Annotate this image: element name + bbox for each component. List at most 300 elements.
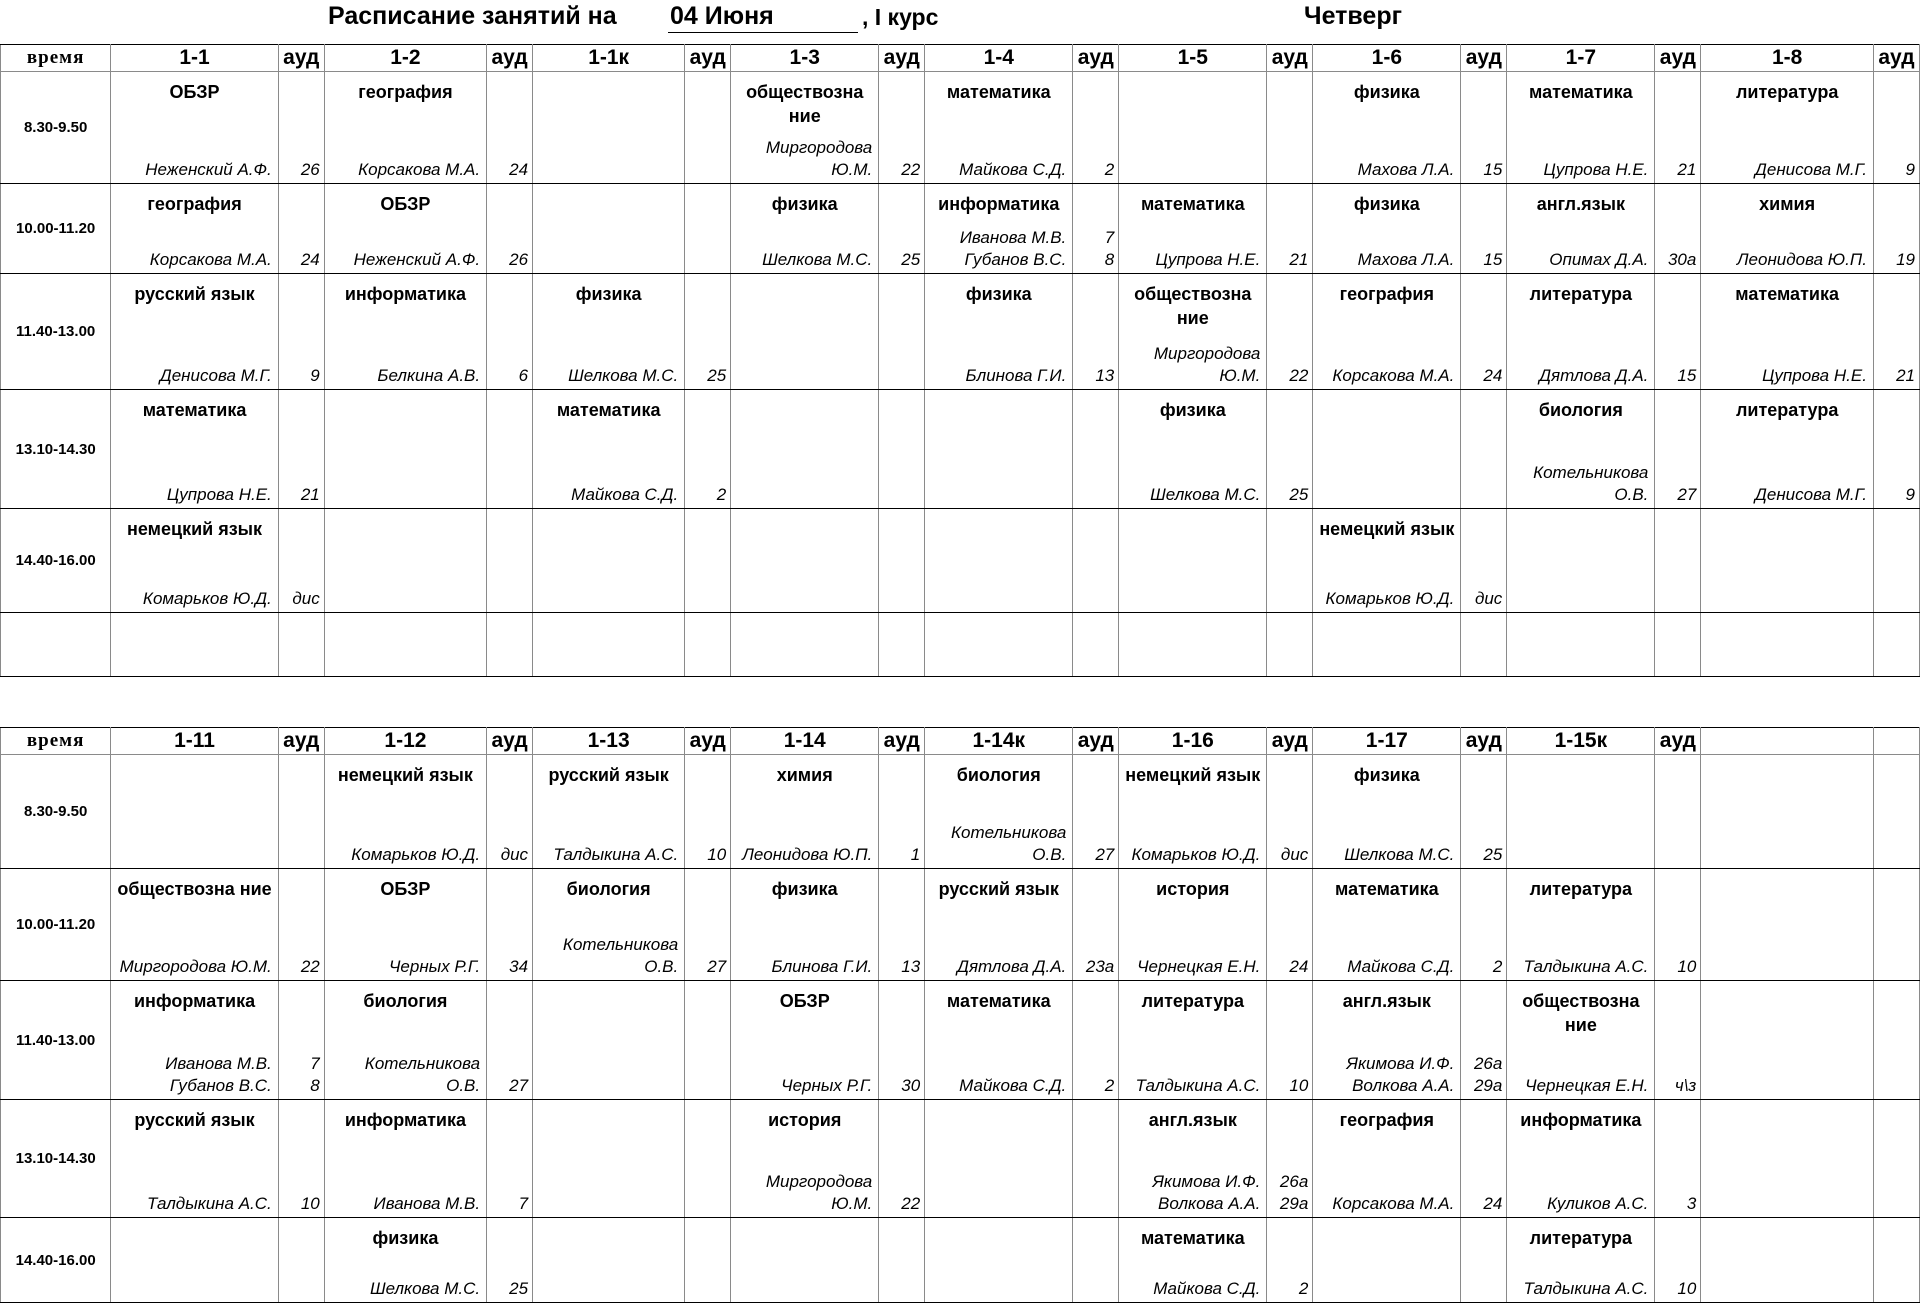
room-number: 10 (707, 845, 727, 864)
lesson-subject: литература (1735, 82, 1839, 102)
room-column-header: ауд (278, 45, 324, 72)
lesson (1119, 274, 1266, 389)
room (879, 755, 924, 868)
lesson-subject: русский язык (548, 765, 669, 785)
lesson-cell (111, 1100, 278, 1218)
lesson (925, 509, 1072, 612)
lesson-subject: математика (1140, 1228, 1245, 1248)
lesson-cell (1119, 869, 1267, 981)
room-cell (1267, 390, 1313, 509)
room-number: 21 (1896, 366, 1915, 385)
room (487, 869, 532, 980)
lesson-cell (324, 1218, 486, 1303)
room-column-header: ауд (487, 45, 533, 72)
room-cell (487, 72, 533, 184)
room (1874, 981, 1919, 1099)
lesson-teacher: Опимах Д.А. (1549, 250, 1649, 269)
lesson-teacher: Шелкова М.С. (369, 1279, 481, 1298)
room-cell (1461, 274, 1507, 390)
room-cell (487, 613, 533, 677)
room (487, 274, 532, 389)
lesson (1119, 981, 1266, 1099)
group-column-header: 1-5 (1119, 45, 1267, 72)
room-column-header: ауд (1873, 45, 1919, 72)
room-number: 25 (901, 250, 921, 269)
room-cell (879, 509, 925, 613)
room (1073, 390, 1118, 508)
lesson (1119, 509, 1266, 612)
room-cell (1461, 869, 1507, 981)
lesson (1507, 1218, 1654, 1302)
lesson-teacher: Корсакова М.А. (1332, 1194, 1455, 1213)
room-cell (685, 755, 731, 869)
lesson (925, 274, 1072, 389)
room-column-header: ауд (685, 728, 731, 755)
lesson-teacher: Котельникова О.В. (950, 823, 1067, 864)
room-cell (685, 390, 731, 509)
room-cell (1655, 869, 1701, 981)
lesson-cell (1507, 274, 1655, 390)
room-number: 10 (1289, 1076, 1309, 1095)
lesson-teacher: Денисова М.Г. (1754, 485, 1867, 504)
lesson (1507, 869, 1654, 980)
lesson-teacher: Талдыкина А.С. (1523, 1279, 1649, 1298)
lesson-cell (1507, 869, 1655, 981)
room-cell (1461, 981, 1507, 1100)
room-number: 24 (509, 160, 529, 179)
room (685, 390, 730, 508)
lesson (1701, 72, 1873, 183)
lesson-cell (111, 869, 278, 981)
period-time: 11.40-13.00 (1, 981, 111, 1100)
room-number: 10 (1677, 957, 1697, 976)
lesson-teacher: Леонидова Ю.П. (742, 845, 873, 864)
lesson-teacher: Миргородова Ю.М. (119, 957, 272, 976)
lesson-subject: информатика (1520, 1110, 1642, 1130)
lesson-subject: география (1339, 1110, 1434, 1130)
room-cell (879, 613, 925, 677)
lesson (325, 274, 486, 389)
group-column-header: 1-12 (324, 728, 486, 755)
room-cell (1873, 1100, 1919, 1218)
lesson-teacher: Талдыкина А.С. (1523, 957, 1649, 976)
room-cell (1073, 509, 1119, 613)
lesson-teacher: Денисова М.Г. (159, 366, 272, 385)
lesson-subject: обществозна ние (1522, 991, 1640, 1035)
lesson-subject: ОБЗР (779, 991, 830, 1011)
room (1874, 509, 1919, 612)
lesson (325, 1218, 486, 1302)
room (1267, 981, 1312, 1099)
lesson (925, 613, 1072, 676)
room (1073, 184, 1118, 273)
room-number: 3 (1686, 1194, 1697, 1213)
room-number: 13 (1095, 366, 1115, 385)
lesson-teacher: Якимова И.Ф. Волкова А.А. (1152, 1172, 1261, 1213)
room-number: дис (292, 589, 320, 608)
lesson-teacher: Миргородова Ю.М. (765, 1172, 873, 1213)
room (279, 1100, 324, 1217)
lesson-subject: информатика (344, 1110, 467, 1130)
room-cell (278, 184, 324, 274)
lesson-cell (731, 613, 879, 677)
lesson (1313, 509, 1460, 612)
room (1461, 869, 1506, 980)
lesson-subject: литература (1735, 400, 1839, 420)
lesson-cell (925, 184, 1073, 274)
period-row (1, 509, 1920, 613)
lesson-cell (925, 1218, 1073, 1303)
lesson-subject: математика (1735, 284, 1839, 304)
period-time (1, 613, 111, 677)
room-number: 13 (901, 957, 921, 976)
lesson-cell (925, 869, 1073, 981)
room-number: 10 (1677, 1279, 1697, 1298)
room-cell (1267, 72, 1313, 184)
lesson-cell (111, 184, 278, 274)
room (1655, 274, 1700, 389)
lesson-cell (1313, 72, 1461, 184)
room-cell (879, 755, 925, 869)
group-column-header: 1-1 (111, 45, 278, 72)
lesson-teacher: Майкова С.Д. (571, 485, 679, 504)
room (1073, 1100, 1118, 1217)
room (685, 755, 730, 868)
lesson (731, 755, 878, 868)
lesson-cell (111, 509, 278, 613)
lesson (1313, 390, 1460, 508)
lesson-cell (731, 869, 879, 981)
room-number: 26а 29а (1473, 1054, 1503, 1095)
lesson-cell (1313, 755, 1461, 869)
lesson-cell (111, 613, 278, 677)
lesson (533, 755, 684, 868)
lesson (1507, 274, 1654, 389)
lesson-cell (324, 390, 486, 509)
lesson (533, 509, 684, 612)
lesson-teacher: Котельникова О.В. (562, 935, 679, 976)
lesson-teacher: Цупрова Н.Е. (166, 485, 272, 504)
room-cell (1073, 869, 1119, 981)
lesson-cell (925, 755, 1073, 869)
room-cell (278, 390, 324, 509)
room-column-header: ауд (1655, 45, 1701, 72)
lesson-teacher: Иванова М.В. Губанов В.С. (959, 228, 1067, 269)
room (1655, 184, 1700, 273)
lesson-subject: физика (1159, 400, 1226, 420)
lesson-cell (324, 1100, 486, 1218)
room (1655, 1100, 1700, 1217)
lesson-subject: география (358, 82, 453, 102)
lesson (1701, 184, 1873, 273)
lesson-cell (1313, 869, 1461, 981)
room-cell (685, 509, 731, 613)
lesson (533, 1218, 684, 1302)
lesson-cell (1507, 184, 1655, 274)
room (279, 274, 324, 389)
room (685, 72, 730, 183)
room-number: 9 (1905, 160, 1915, 179)
group-column-header: 1-17 (1313, 728, 1461, 755)
lesson (111, 613, 277, 676)
room-cell (487, 390, 533, 509)
period-time: 8.30-9.50 (1, 72, 111, 184)
lesson (111, 981, 277, 1099)
lesson-cell (324, 869, 486, 981)
room (685, 613, 730, 676)
lesson-subject: биология (363, 991, 448, 1011)
room-cell (1073, 1100, 1119, 1218)
period-time: 10.00-11.20 (1, 184, 111, 274)
lesson-subject: литература (1529, 879, 1633, 899)
lesson-cell (731, 509, 879, 613)
lesson (731, 72, 878, 183)
room-number: 21 (300, 485, 320, 504)
lesson-cell (1313, 390, 1461, 509)
lesson (925, 390, 1072, 508)
lesson-subject: физика (372, 1228, 439, 1248)
period-row (1, 755, 1920, 869)
lesson (1507, 981, 1654, 1099)
lesson-subject: литература (1141, 991, 1244, 1011)
lesson-subject: литература (1529, 1228, 1633, 1248)
lesson-subject: математика (946, 82, 1051, 102)
room-cell (879, 390, 925, 509)
room-number: 25 (509, 1279, 529, 1298)
room (879, 390, 924, 508)
lesson-teacher: Куликов А.С. (1547, 1194, 1649, 1213)
lesson-subject: история (768, 1110, 842, 1130)
lesson-teacher: Белкина А.В. (377, 366, 481, 385)
lesson (731, 981, 878, 1099)
room-column-header: ауд (1073, 728, 1119, 755)
room-cell (1073, 1218, 1119, 1303)
room-cell (1461, 755, 1507, 869)
group-column-header: 1-1к (533, 45, 685, 72)
lesson-cell (533, 274, 685, 390)
lesson-cell (1119, 613, 1267, 677)
lesson (1119, 755, 1266, 868)
room (487, 981, 532, 1099)
lesson-subject: немецкий язык (1319, 519, 1455, 539)
lesson-subject: информатика (344, 284, 467, 304)
room-number: 27 (707, 957, 727, 976)
schedule-weekday: Четверг (1304, 2, 1403, 30)
time-column-header: время (1, 45, 111, 72)
lesson-teacher: Талдыкина А.С. (146, 1194, 272, 1213)
lesson (731, 613, 878, 676)
room (1874, 1218, 1919, 1302)
lesson-subject: биология (566, 879, 651, 899)
lesson-teacher: Миргородова Ю.М. (765, 138, 873, 179)
room-cell (1655, 390, 1701, 509)
schedule-table-bottom (0, 727, 1920, 1303)
lesson (533, 390, 684, 508)
room-column-header: ауд (1267, 728, 1313, 755)
room (685, 1100, 730, 1217)
room-cell (1655, 981, 1701, 1100)
room-number: 24 (1483, 366, 1503, 385)
lesson-cell (533, 613, 685, 677)
period-row (1, 390, 1920, 509)
lesson-cell (731, 1218, 879, 1303)
lesson-teacher: Корсакова М.А. (1332, 366, 1455, 385)
room-cell (278, 1218, 324, 1303)
room (1267, 1218, 1312, 1302)
room-cell (879, 869, 925, 981)
room-cell (1873, 981, 1919, 1100)
lesson (731, 1218, 878, 1302)
schedule-course: , I курс (862, 4, 939, 30)
lesson-cell (324, 72, 486, 184)
lesson (1119, 1100, 1266, 1217)
room (279, 613, 324, 676)
period-time: 10.00-11.20 (1, 869, 111, 981)
room-cell (487, 509, 533, 613)
lesson-cell (1313, 981, 1461, 1100)
room-number: 34 (509, 957, 529, 976)
lesson-cell (324, 184, 486, 274)
lesson-teacher: Цупрова Н.Е. (1762, 366, 1867, 385)
lesson-subject: математика (1334, 879, 1439, 899)
lesson-cell (925, 274, 1073, 390)
lesson-cell (111, 981, 278, 1100)
lesson-cell (1701, 613, 1874, 677)
room (1073, 274, 1118, 389)
room-column-header: ауд (1073, 45, 1119, 72)
lesson-teacher: Комарьков Ю.Д. (1325, 589, 1455, 608)
lesson-teacher: Шелкова М.С. (1150, 485, 1261, 504)
room (685, 869, 730, 980)
lesson (533, 981, 684, 1099)
room (279, 390, 324, 508)
lesson-cell (533, 981, 685, 1100)
lesson-subject: англ.язык (1342, 991, 1431, 1011)
lesson (1701, 509, 1873, 612)
room (279, 509, 324, 612)
lesson (1507, 509, 1654, 612)
room (685, 981, 730, 1099)
lesson-subject: математика (142, 400, 247, 420)
lesson (1507, 1100, 1654, 1217)
room-cell (1267, 613, 1313, 677)
period-time: 14.40-16.00 (1, 1218, 111, 1303)
room (1461, 981, 1506, 1099)
room-column-header: ауд (1267, 45, 1313, 72)
lesson-teacher: Якимова И.Ф. Волкова А.А. (1346, 1054, 1455, 1095)
lesson-cell (1507, 72, 1655, 184)
room-cell (278, 1100, 324, 1218)
schedule-header (0, 0, 1920, 44)
room-number: 26 (300, 160, 320, 179)
lesson-cell (1119, 755, 1267, 869)
lesson-subject: русский язык (134, 1110, 255, 1130)
lesson-teacher: Чернецкая Е.Н. (1525, 1076, 1649, 1095)
lesson (1701, 1218, 1873, 1302)
lesson-cell (1119, 274, 1267, 390)
lesson (325, 390, 486, 508)
lesson-cell (533, 72, 685, 184)
room-column-header: ауд (685, 45, 731, 72)
lesson (731, 184, 878, 273)
period-time: 14.40-16.00 (1, 509, 111, 613)
lesson-subject: физика (771, 879, 838, 899)
period-row (1, 869, 1920, 981)
lesson-cell (1701, 274, 1874, 390)
room-number: 25 (1483, 845, 1503, 864)
lesson-cell (731, 274, 879, 390)
room (487, 755, 532, 868)
lesson-cell (1507, 509, 1655, 613)
lesson-cell (1701, 184, 1874, 274)
lesson-cell (925, 509, 1073, 613)
lesson (1313, 613, 1460, 676)
period-time: 8.30-9.50 (1, 755, 111, 869)
lesson-teacher: Блинова Г.И. (965, 366, 1067, 385)
room (1655, 613, 1700, 676)
lesson-subject: немецкий язык (1125, 765, 1261, 785)
room-cell (1655, 1218, 1701, 1303)
room-cell (1655, 755, 1701, 869)
group-column-header: 1-16 (1119, 728, 1267, 755)
room (1267, 613, 1312, 676)
room-cell (1267, 869, 1313, 981)
room (1874, 274, 1919, 389)
lesson-cell (1507, 1100, 1655, 1218)
room (879, 1218, 924, 1302)
room-cell (1873, 390, 1919, 509)
room-column-header (1873, 728, 1919, 755)
period-row (1, 613, 1920, 677)
room-number: 25 (707, 366, 727, 385)
lesson (925, 755, 1072, 868)
room-cell (1073, 613, 1119, 677)
room-cell (278, 613, 324, 677)
room (1073, 1218, 1118, 1302)
lesson-cell (1701, 981, 1874, 1100)
room-cell (1073, 981, 1119, 1100)
lesson (533, 72, 684, 183)
lesson (533, 274, 684, 389)
lesson-cell (1313, 509, 1461, 613)
room-number: 2 (1298, 1279, 1309, 1298)
lesson (1313, 1218, 1460, 1302)
room (487, 184, 532, 273)
room-cell (685, 184, 731, 274)
group-column-header: 1-11 (111, 728, 278, 755)
room (1655, 869, 1700, 980)
room (1461, 1100, 1506, 1217)
room-cell (1267, 755, 1313, 869)
lesson-cell (731, 72, 879, 184)
lesson (325, 1100, 486, 1217)
lesson-cell (1313, 184, 1461, 274)
lesson-teacher: Корсакова М.А. (149, 250, 272, 269)
lesson (325, 613, 486, 676)
lesson (731, 274, 878, 389)
lesson-subject: обществозна ние (117, 879, 272, 899)
room-cell (1461, 1100, 1507, 1218)
lesson (1119, 184, 1266, 273)
period-time: 11.40-13.00 (1, 274, 111, 390)
group-column-header: 1-2 (324, 45, 486, 72)
room-number: 9 (1905, 485, 1915, 504)
room-cell (1655, 72, 1701, 184)
lesson (1313, 184, 1460, 273)
lesson-teacher: Неженский А.Ф. (353, 250, 481, 269)
room-column-header: ауд (879, 45, 925, 72)
lesson (1701, 981, 1873, 1099)
